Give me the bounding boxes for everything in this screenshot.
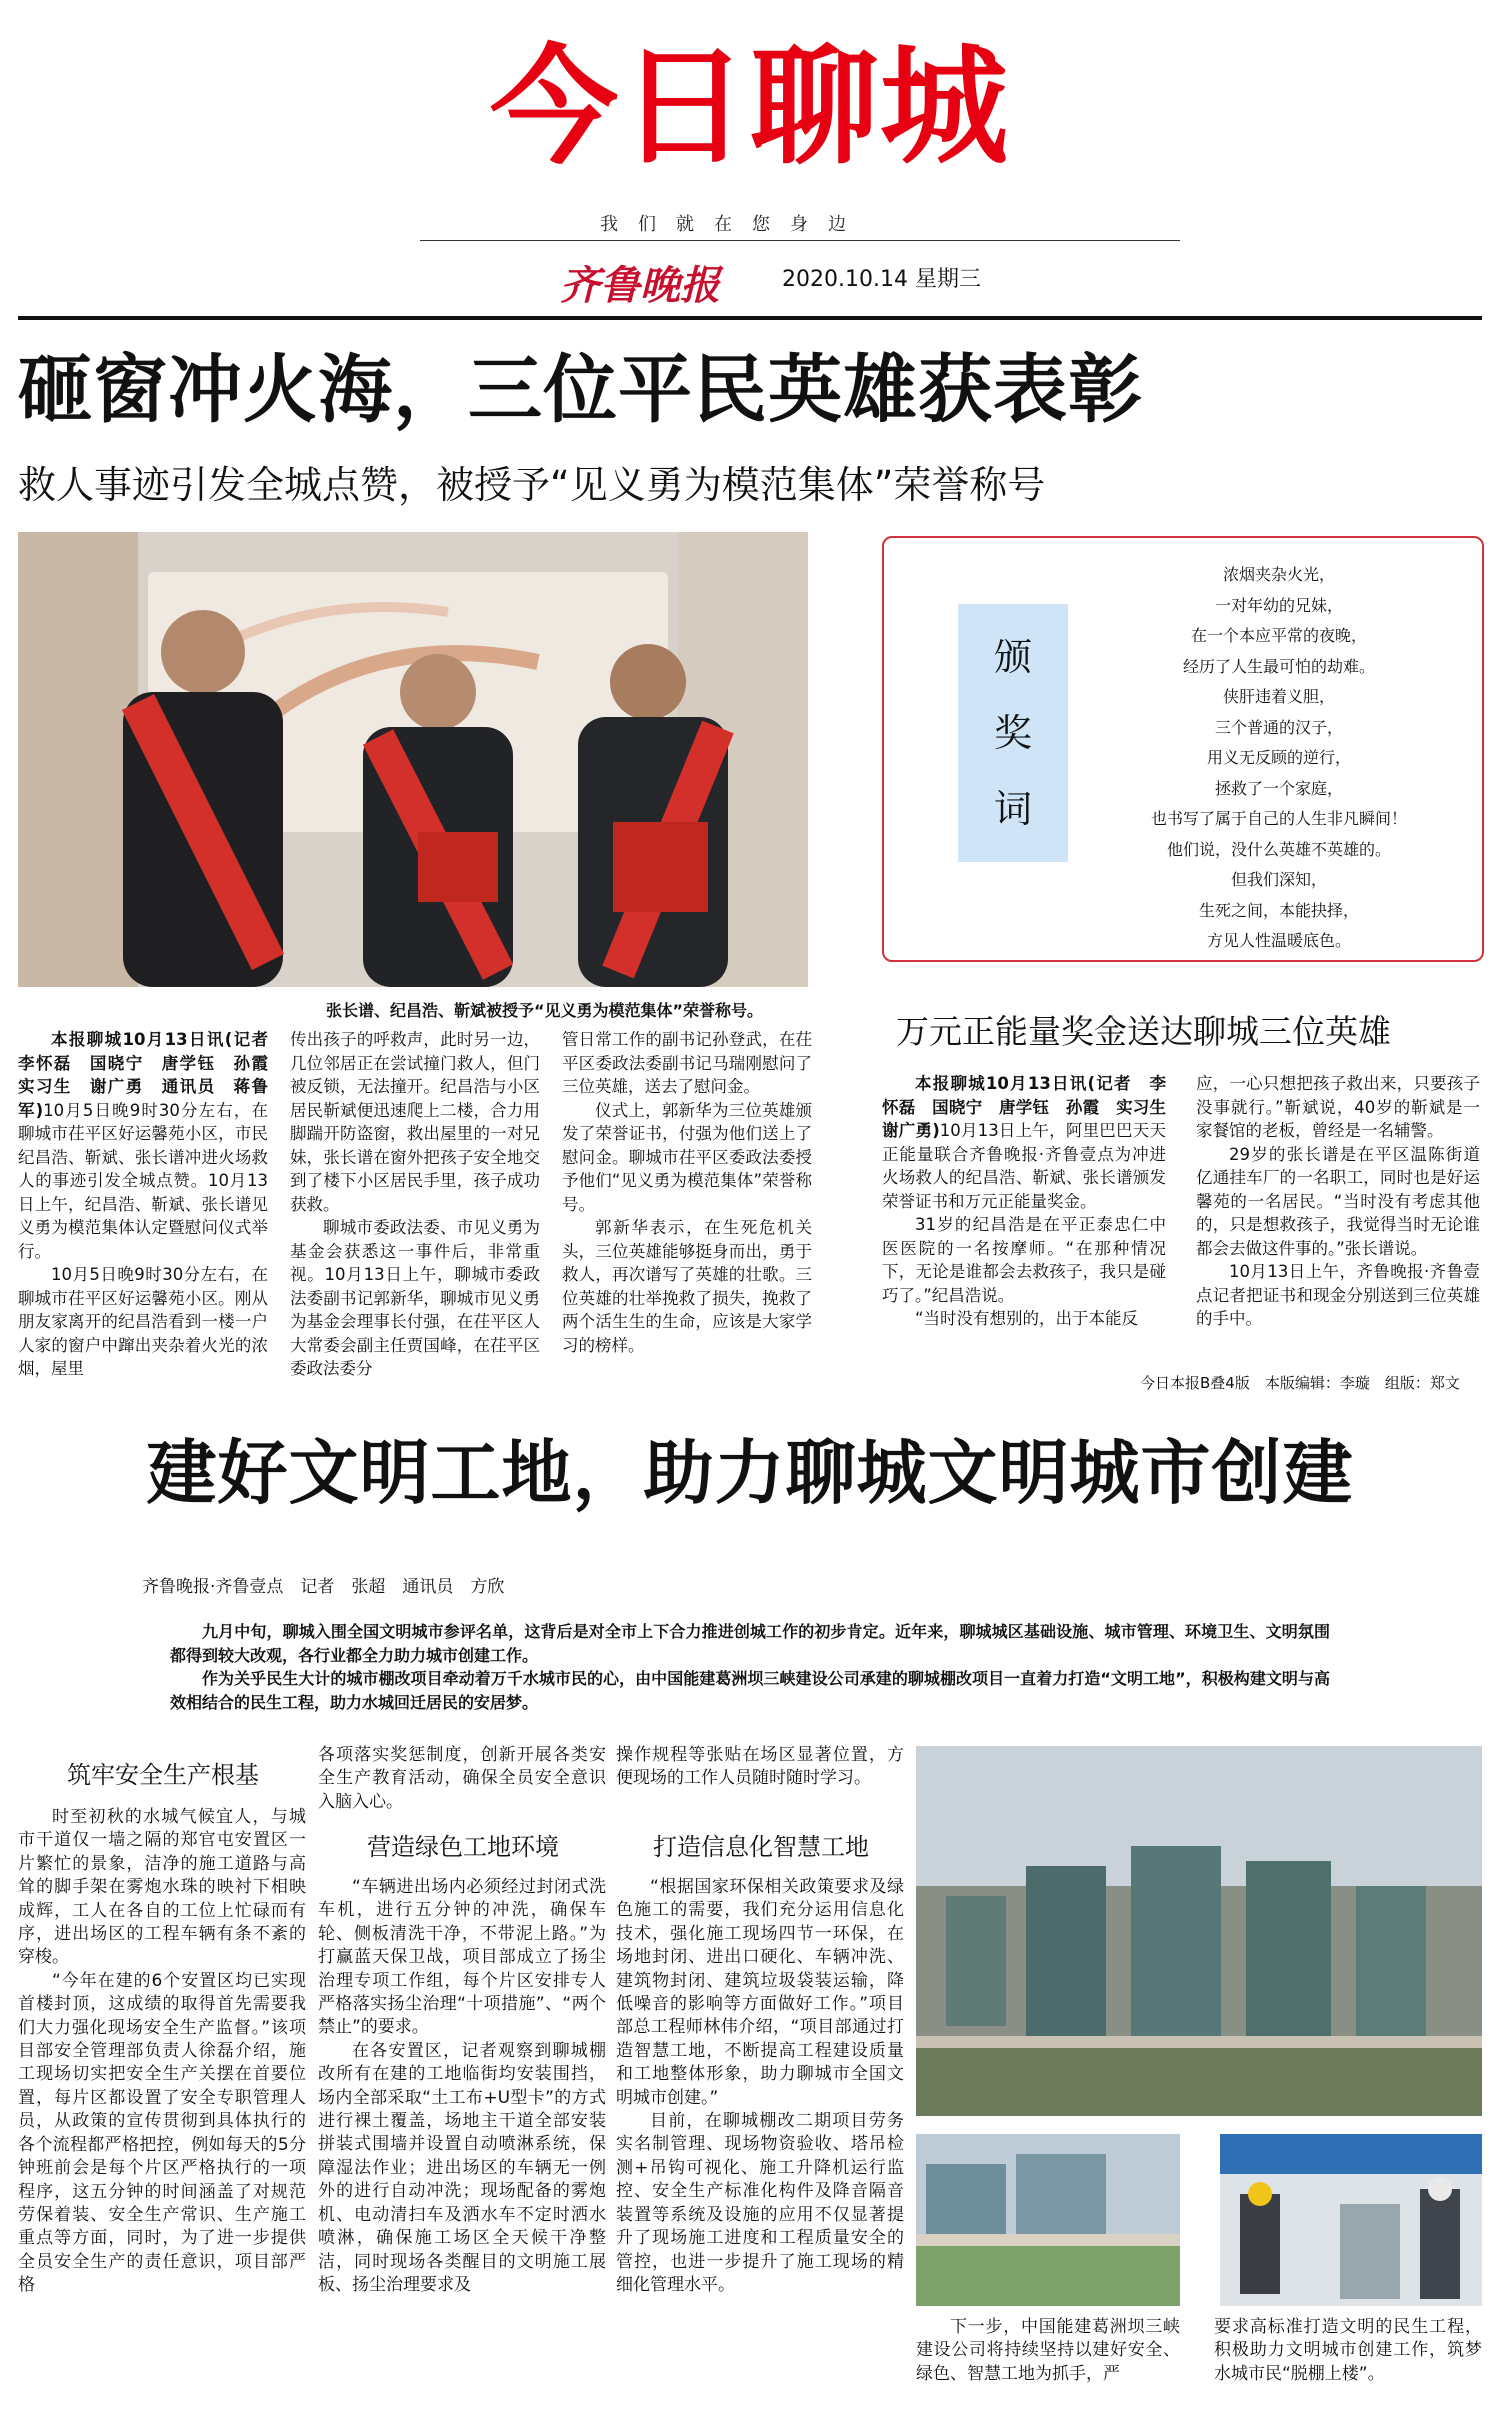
story3-col1: [18, 1806, 306, 2298]
paper-name: 齐鲁晚报: [560, 262, 720, 309]
award-speech-label: [958, 604, 1068, 862]
story2-col2-p1: 应，一心只想把孩子救出来，只要孩子没事就行。”靳斌说，40岁的靳斌是一家餐馆的老板，曾经是一名辅警。: [1196, 1074, 1480, 1140]
poem-line: 一对年幼的兄妹，: [1214, 595, 1343, 615]
story1-col3-p3: 郭新华表示，在生死危机关头，三位英雄能够挺身而出，勇于救人，再次谱写了英雄的壮歌。三位英雄的壮举挽救了损失，挽救了两个活生生的生命，应该是大家学习的榜样。: [562, 1218, 812, 1355]
story3-intro-p2: 作为关乎民生大计的城市棚改项目牵动着万千水城市民的心，由中国能建葛洲坝三峡建设公司承建的聊城棚改项目一直着力打造“文明工地”，积极构建文明与高效相结合的民生工程，助力水城回迁居民的安居梦。: [170, 1669, 1330, 1712]
sec1-p2: “今年在建的6个安置区均已实现首楼封顶，这成绩的取得首先需要我们大力强化现场安全生产监督。”该项目部安全管理部负责人徐磊介绍，施工现场切实把安全生产关摆在首要位置，每片区都设置了安全专职管理人员，从政策的宣传贯彻到具体执行的各个流程都严格把控，例如每天的5分钟班前会是每个片区严格执行的一项程序，这五分钟的时间涵盖了对规范劳保着装、安全生产常识、生产施工重点等方面，同时，为了进一步提供全员安全生产的责任意识，项目部严格: [18, 1970, 306, 2296]
story2-col1: [882, 1072, 1183, 1331]
story2-col1-p2: 31岁的纪昌浩是在平正泰忠仁中医医院的一名按摩师。“在那种情况下，无论是谁都会去救孩子，我只是碰巧了。”纪昌浩说。: [882, 1215, 1166, 1305]
award-label-char-3: 词: [993, 787, 1032, 831]
construction-aerial-photo: [916, 1746, 1482, 2116]
site-entrance-photo: [1220, 2134, 1482, 2306]
site-photo-illustration: [916, 2134, 1180, 2306]
poem-line: 侠肝违着义胆，: [1222, 687, 1335, 706]
sec3-p0: 操作规程等张贴在场区显著位置，方便现场的工作人员随时随时学习。: [616, 1745, 904, 1789]
story2-col1-p1: 10月13日上午，阿里巴巴天天正能量联合齐鲁晚报·齐鲁壹点为冲进火场救人的纪昌浩、靳斌、张长谱颁发荣誉证书和万元正能量奖金。: [882, 1121, 1166, 1211]
sec1-p1: 时至初秋的水城气候宜人，与城市干道仅一墙之隔的郑官屯安置区一片繁忙的景象，洁净的施工道路与高耸的脚手架在雾炮水珠的映衬下相映成辉，工人在各自的工位上忙碌而有序，进出场区的工程车辆有条不紊的穿梭。: [18, 1807, 306, 1968]
headline-heroes: 砸窗冲火海，三位平民英雄获表彰: [18, 347, 1143, 433]
subhead-heroes: 救人事迹引发全城点赞，被授予“见义勇为模范集体”荣誉称号: [18, 463, 1046, 507]
story1-col1-lead: 10月5日晚9时30分左右，在聊城市茌平区好运馨苑小区，市民纪昌浩、靳斌、张长谱冲进火场救人的事迹引发全城点赞。10月13日上午，纪昌浩、靳斌、张长谱见义勇为模范集体认定暨慰问仪式举行。: [18, 1100, 268, 1261]
sec2-p1: “车辆进出场内必须经过封闭式洗车机，进行五分钟的冲洗，确保车轮、侧板清洗干净，不带泥上路。”为打赢蓝天保卫战，项目部成立了扬尘治理专项工作组，每个片区安排专人严格落实扬尘治理“十项措施”、“两个禁止”的要求。: [318, 1877, 606, 2038]
poem-line: 浓烟夹杂火光，: [1222, 565, 1335, 584]
story2-col2-p2: 29岁的张长谱是在平区温陈街道亿通挂车厂的一名职工，同时也是好运馨苑的一名居民。“当时没有考虑其他的，只是想救孩子，我觉得当时无论谁都会去做这件事的。”张长谱说。: [1196, 1144, 1480, 1258]
poem-line: 经历了人生最可怕的劫难。: [1182, 656, 1375, 676]
heroes-photo: [18, 532, 808, 987]
story3-intro: [170, 1620, 1330, 1714]
edition-footer: 今日本报B叠4版 本版编辑：李璇 组版：郑文: [1140, 1374, 1460, 1392]
issue-date: 2020.10.14 星期三: [782, 267, 981, 292]
story1-col2-p2: 聊城市委政法委、市见义勇为基金会获悉这一事件后，非常重视。10月13日上午，聊城市委政法委副书记郭新华，聊城市见义勇为基金会理事长付强，在茌平区人大常委会副主任贾国峰，在茌平区委政法委分: [290, 1218, 540, 1378]
story2-col1-p3: “当时没有想别的，出于本能反: [915, 1309, 1139, 1328]
sec3-p1: “根据国家环保相关政策要求及绿色施工的需要，我们充分运用信息化技术，强化施工现场四节一环保，在场地封闭、进出口硬化、车辆冲洗、建筑物封闭、建筑垃圾袋装运输，降低噪音的影响等方面做好工作。”项目部总工程师林伟介绍，“项目部通过打造智慧工地，不断提高工程建设质量和工地整体形象，助力聊城市全国文明城市创建。”: [616, 1877, 904, 2108]
story3-col2: [318, 1876, 606, 2297]
story2-col2: [1196, 1072, 1480, 1331]
award-label-char-1: 颁: [993, 635, 1032, 679]
story3-col2-top: [318, 1744, 606, 1814]
heroes-photo-illustration: [18, 532, 808, 987]
story3-col3-top: [616, 1744, 904, 1791]
poem-line: 方见人性温暖底色。: [1206, 931, 1351, 950]
story1-col1: [18, 1028, 285, 1381]
story1-col2-p1: 传出孩子的呼救声，此时另一边，几位邻居正在尝试撞门救人，但门被反锁，无法撞开。纪昌浩与小区居民靳斌便迅速爬上二楼，合力用脚踹开防盗窗，救出屋里的一对兄妹，张长谱在窗外把孩子安全地交到了楼下小区居民手里，孩子成功获救。: [290, 1030, 540, 1214]
story1-col3: [562, 1028, 812, 1357]
masthead-title: 今日聊城: [489, 33, 1010, 182]
entrance-photo-illustration: [1220, 2134, 1482, 2306]
construction-photo-caption-right: 要求高标准打造文明的民生工程，积极助力文明城市创建工作，筑梦水城市民“脱棚上楼”。: [1214, 2317, 1482, 2384]
poem-line: 拯救了一个家庭，: [1214, 778, 1343, 798]
sec3-p2: 目前，在聊城棚改二期项目劳务实名制管理、现场物资验收、塔吊检测+吊钩可视化、施工升降机运行监控、安全生产标准化构件及降音隔音装置等系统及设施的应用不仅显著提升了现场施工进度和工程质量安全的管控，也进一步提升了施工现场的精细化管理水平。: [616, 2111, 904, 2295]
masthead-rule: [420, 240, 1180, 241]
poem-line: 但我们深知，: [1230, 870, 1327, 889]
poem-line: 生死之间，本能抉择，: [1198, 900, 1359, 920]
story1-byline: 本报聊城10月13日讯(记者 李怀磊 国晓宁 唐学钰 孙霞 实习生 谢广勇 通讯员 蒋鲁军): [18, 1030, 285, 1120]
award-label-char-2: 奖: [993, 711, 1032, 755]
sec2-p2: 在各安置区，记者观察到聊城棚改所有在建的工地临街均安装围挡，场内全部采取“土工布+U型卡”的方式进行裸土覆盖，场地主干道全部安装拼装式围墙并设置自动喷淋系统，保障湿法作业；进出场区的车辆无一例外的进行自动冲洗；现场配备的雾炮机、电动清扫车及洒水车不定时洒水喷淋，确保施工场区全天候干净整洁，同时现场各类醒目的文明施工展板、扬尘治理要求及: [318, 2040, 606, 2295]
poem-line: 在一个本应平常的夜晚，: [1190, 626, 1367, 645]
story1-col3-p2: 仪式上，郭新华为三位英雄颁发了荣誉证书，付强为他们送上了慰问金。聊城市茌平区委政法委授予他们“见义勇为模范集体”荣誉称号。: [562, 1100, 812, 1214]
poem-line: 三个普通的汉子，: [1214, 717, 1343, 737]
award-speech-box: [882, 536, 1484, 962]
poem-line: 用义无反顾的逆行，: [1206, 748, 1351, 767]
headline-civilized-site: 建好文明工地，助力聊城文明城市创建: [146, 1432, 1354, 1514]
masthead-slogan: 我们就在您身边: [600, 214, 866, 235]
award-poem: [1084, 560, 1474, 957]
story1-col1-p2: 10月5日晚9时30分左右，在聊城市茌平区好运馨苑小区。刚从朋友家离开的纪昌浩看到一楼一户人家的窗户中蹿出夹杂着火光的浓烟，屋里: [18, 1265, 268, 1378]
story3-intro-p1: 九月中旬，聊城入围全国文明城市参评名单，这背后是对全市上下合力推进创城工作的初步肯定。近年来，聊城城区基础设施、城市管理、环境卫生、文明氛围都得到较大改观，各行业都全力助力城市创建工作。: [170, 1622, 1330, 1665]
aerial-photo-illustration: [916, 1746, 1482, 2116]
section-safety-title: 筑牢安全生产根基: [67, 1761, 259, 1789]
story2-title: 万元正能量奖金送达聊城三位英雄: [896, 1012, 1391, 1051]
story1-col3-p1: 管日常工作的副书记孙登武，在茌平区委政法委副书记马瑞刚慰问了三位英雄，送去了慰问金。: [562, 1030, 812, 1096]
story3-col3: [616, 1876, 904, 2297]
story2-byline: 本报聊城10月13日讯(记者 李怀磊 国晓宁 唐学钰 孙霞 实习生 谢广勇): [882, 1074, 1183, 1140]
section-green-title: 营造绿色工地环境: [367, 1833, 559, 1861]
sec2-p0: 各项落实奖惩制度，创新开展各类安全生产教育活动，确保全员安全意识入脑入心。: [318, 1745, 606, 1812]
story1-col2: [290, 1028, 540, 1381]
section-smart-title: 打造信息化智慧工地: [653, 1833, 869, 1861]
construction-site-photo: [916, 2134, 1180, 2306]
story2-col2-p3: 10月13日上午，齐鲁晚报·齐鲁壹点记者把证书和现金分别送到三位英雄的手中。: [1196, 1262, 1480, 1328]
poem-line: 他们说，没什么英雄不英雄的。: [1166, 839, 1391, 859]
construction-photo-caption-left: 下一步，中国能建葛洲坝三峡建设公司将持续坚持以建好安全、绿色、智慧工地为抓手，严: [916, 2317, 1180, 2384]
heroes-photo-caption: 张长谱、纪昌浩、靳斌被授予“见义勇为模范集体”荣誉称号。: [326, 1001, 764, 1020]
story3-byline: 齐鲁晚报·齐鲁壹点 记者 张超 通讯员 方欣: [142, 1577, 505, 1597]
masthead-bottom-rule: [18, 316, 1482, 320]
poem-line: 也书写了属于自己的人生非凡瞬间！: [1150, 809, 1407, 828]
